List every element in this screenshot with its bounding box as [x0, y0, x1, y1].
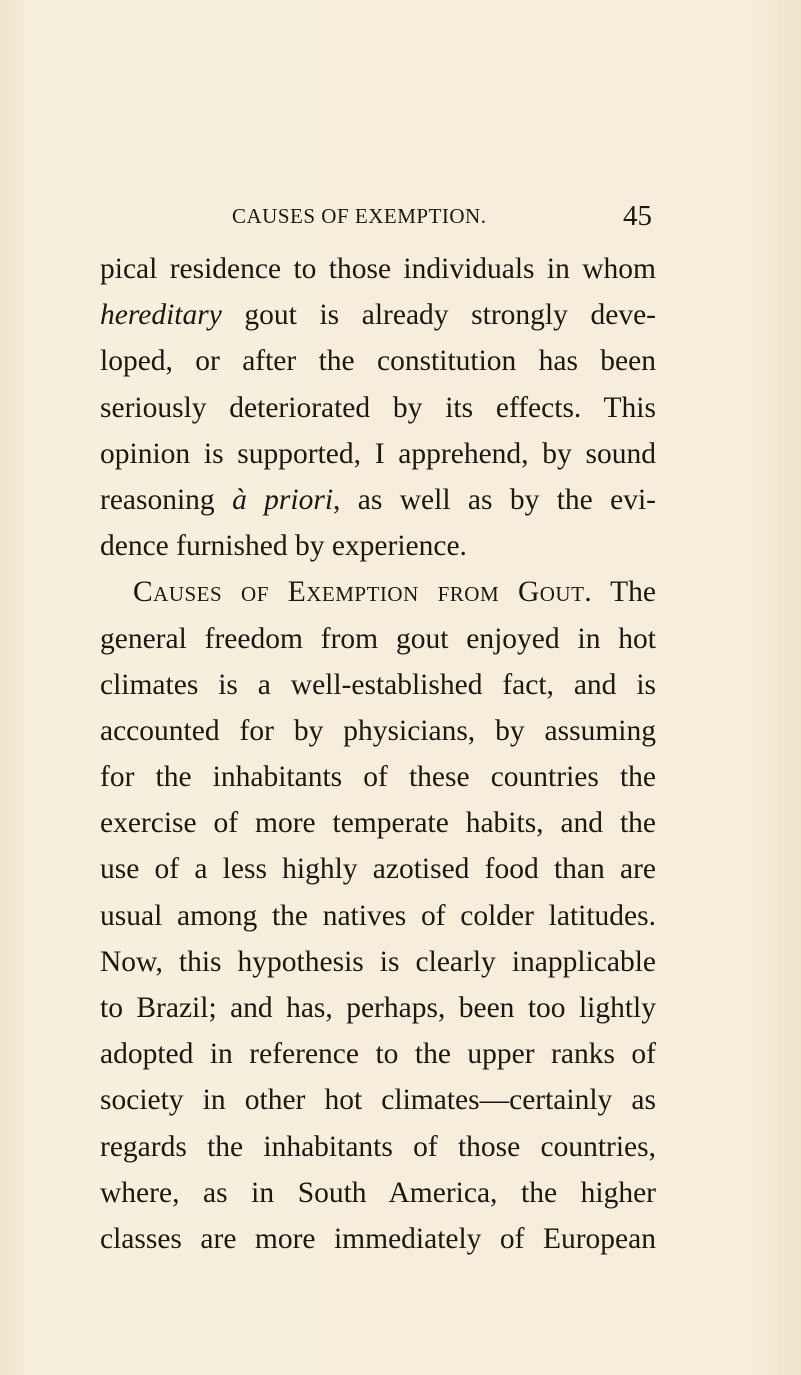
running-title: CAUSES OF EXEMPTION.: [232, 204, 487, 228]
text-line: classes are more immediately of European: [100, 1222, 656, 1255]
text-line: accounted for by physicians, by assuming: [100, 714, 656, 747]
italic-term: hereditary: [100, 299, 222, 332]
section-heading: Causes of Exemption from Gout.: [133, 576, 593, 609]
text-line: where, as in South America, the higher: [100, 1176, 656, 1209]
text-line: society in other hot climates—certainly as: [100, 1084, 656, 1117]
text-line: pical residence to those individuals in whom: [100, 253, 656, 285]
text-line: Now, this hypothesis is clearly inapplicable: [100, 945, 656, 978]
italic-term: à priori: [232, 483, 334, 516]
text-line: adopted in reference to the upper ranks of: [100, 1038, 656, 1071]
text-line: for the inhabitants of these countries the: [100, 761, 656, 794]
section-heading-line: Causes of Exemption from Gout. The: [133, 576, 656, 609]
text-line: exercise of more temperate habits, and the: [100, 807, 656, 840]
page-number: 45: [623, 200, 652, 232]
text-line: seriously deteriorated by its effects. This: [100, 391, 656, 424]
text-line: hereditary gout is already strongly deve-: [100, 299, 656, 332]
text-line: climates is a well-established fact, and is: [100, 668, 656, 701]
text-line: to Brazil; and has, perhaps, been too lightly: [100, 992, 656, 1024]
running-head: [100, 200, 660, 240]
body-text: [100, 246, 656, 1262]
text-line: regards the inhabitants of those countries,: [100, 1130, 656, 1163]
text-line: reasoning à priori, as well as by the evi-: [100, 483, 656, 516]
text-line: general freedom from gout enjoyed in hot: [100, 622, 656, 655]
text-line: use of a less highly azotised food than are: [100, 853, 656, 886]
text-line: opinion is supported, I apprehend, by sound: [100, 437, 656, 470]
text-line: usual among the natives of colder latitudes.: [100, 899, 656, 932]
text-line: dence furnished by experience.: [100, 530, 467, 563]
text-line: loped, or after the constitution has been: [100, 345, 656, 378]
